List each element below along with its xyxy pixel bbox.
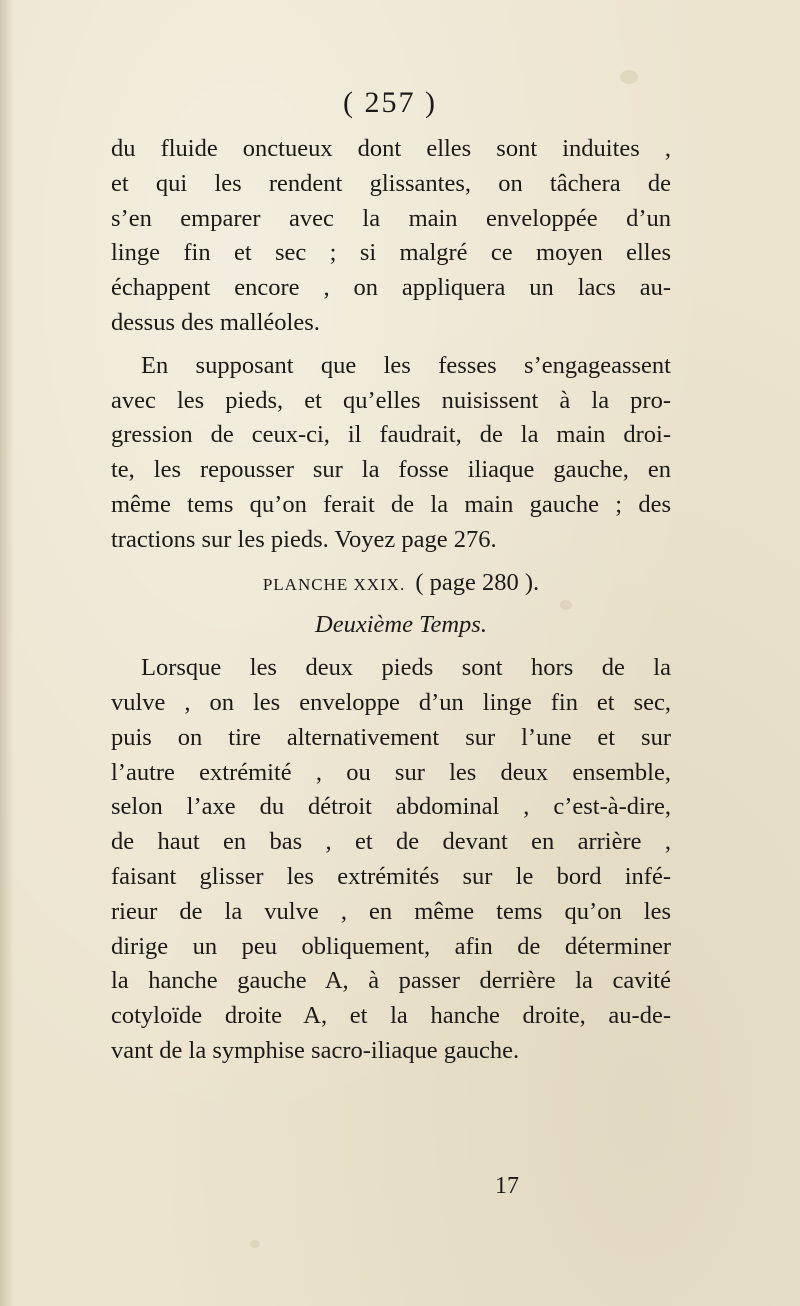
- foxing-spot: [250, 1240, 260, 1248]
- text-line: vant de la symphise sacro-iliaque gauche.: [111, 1036, 520, 1064]
- foxing-spot: [620, 70, 638, 84]
- text-line: et qui les rendent glissantes, on tâchera de: [111, 169, 671, 197]
- text-line: même tems qu’on ferait de la main gauche ; des: [111, 490, 671, 518]
- plate-page-ref: ( page 280 ).: [415, 568, 540, 596]
- text-line: cotyloïde droite A, et la hanche droite, au-de-: [111, 1002, 671, 1030]
- page-gutter-shadow: [0, 0, 14, 1306]
- text-line: puis on tire alternativement sur l’une et sur: [111, 723, 671, 751]
- plate-label: PLANCHE XXIX.: [262, 574, 406, 594]
- text-line: linge fin et sec ; si malgré ce moyen elles: [111, 239, 671, 267]
- signature-mark: 17: [495, 1173, 519, 1199]
- text-line: faisant glisser les extrémités sur le bord infé-: [111, 862, 671, 890]
- text-line: te, les repousser sur la fosse iliaque gauche, en: [111, 456, 671, 484]
- text-line: dirige un peu obliquement, afin de déterminer: [111, 932, 671, 960]
- paragraph-start-line: Lorsque les deux pieds sont hors de la: [141, 654, 671, 682]
- body-text: [111, 132, 671, 1069]
- text-line: l’autre extrémité , ou sur les deux ensemble,: [111, 758, 671, 786]
- text-line: de haut en bas , et de devant en arrière ,: [111, 828, 671, 856]
- text-line: selon l’axe du détroit abdominal , c’est-à-dire,: [111, 793, 671, 821]
- paragraph-start-line: En supposant que les fesses s’engageassent: [141, 351, 671, 379]
- text-line: vulve , on les enveloppe d’un linge fin et sec,: [111, 688, 671, 716]
- text-line: du fluide onctueux dont elles sont induites ,: [111, 135, 671, 162]
- plate-heading: [111, 566, 671, 601]
- page-number: ( 257 ): [343, 86, 437, 119]
- text-line: gression de ceux-ci, il faudrait, de la main droi-: [111, 421, 671, 449]
- section-title: Deuxième Temps.: [315, 611, 487, 639]
- text-line: échappent encore , on appliquera un lacs au-: [111, 274, 671, 302]
- text-line: rieur de la vulve , en même tems qu’on les: [111, 897, 671, 925]
- text-line: tractions sur les pieds. Voyez page 276.: [111, 525, 497, 553]
- text-line: la hanche gauche A, à passer derrière la cavité: [111, 967, 671, 995]
- text-line: avec les pieds, et qu’elles nuisissent à la pro-: [111, 386, 671, 414]
- text-line: s’en emparer avec la main enveloppée d’un: [111, 204, 671, 232]
- text-line: dessus des malléoles.: [111, 308, 320, 336]
